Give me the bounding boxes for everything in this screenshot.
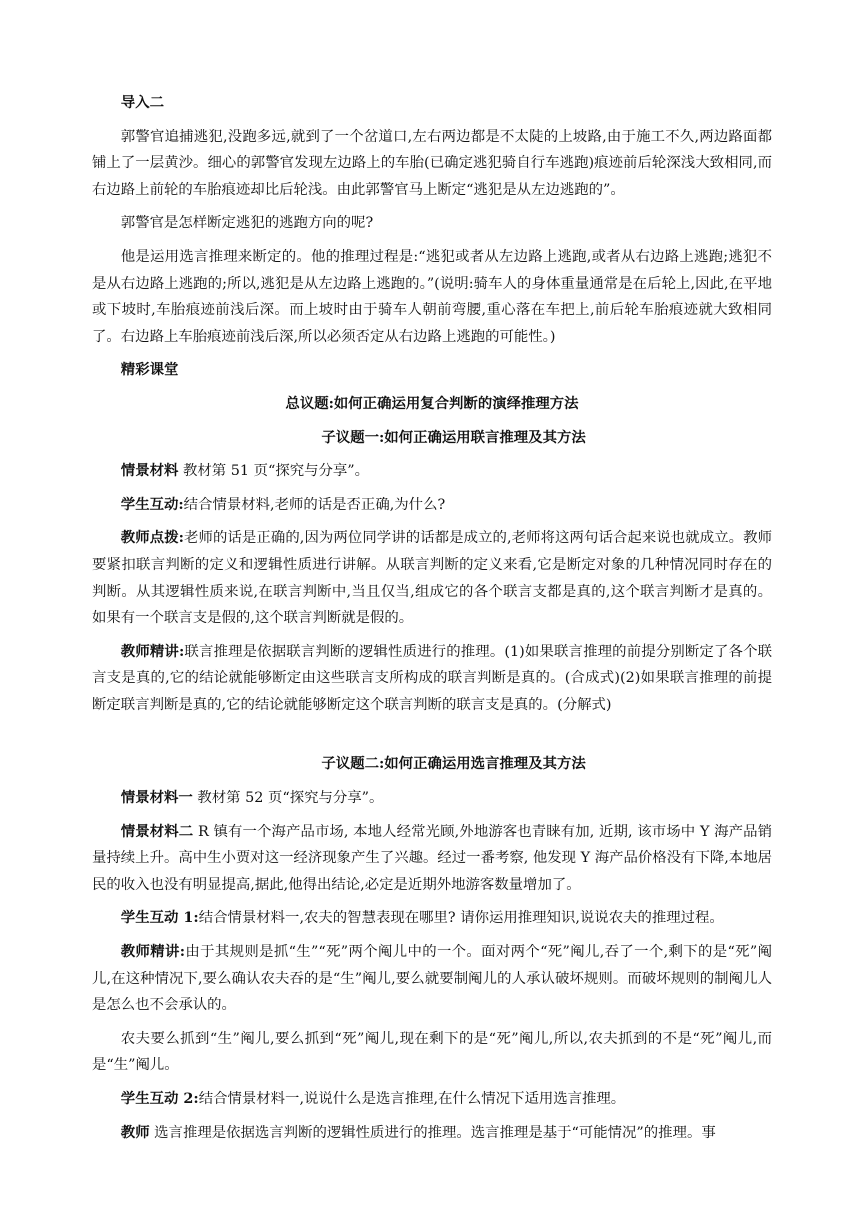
sub1-material-text: 教材第 51 页“探究与分享”。	[178, 463, 370, 480]
sub2-lecture-text: 由于其规则是抓“生”“死”两个阄儿中的一个。面对两个“死”阄儿,吞了一个,剩下的是“死”阄儿,在这种情况下,要么确认农夫吞的是“生”阄儿,要么就要制阄儿的人承认破坏规则。而破坏规则的制阄儿人是怎么也不会承认的。	[92, 944, 772, 1014]
sub1-guide-text: 老师的话是正确的,因为两位同学讲的话都是成立的,老师将这两句话合起来说也就成立。教师要紧扣联言判断的定义和逻辑性质进行讲解。从联言判断的定义来看,它是断定对象的几种情况同时存在的判断。从其逻辑性质来说,在联言判断中,当且仅当,组成它的各个联言支都是真的,这个联言判断才是真的。如果有一个联言支是假的,这个联言判断就是假的。	[92, 530, 772, 627]
sub2-teacher-text: 选言推理是依据选言判断的逻辑性质进行的推理。选言推理是基于“可能情况”的推理。事	[149, 1124, 716, 1141]
sub2-material1-text: 教材第 52 页“探究与分享”。	[192, 790, 384, 807]
sub-topic-2-title: 子议题二:如何正确运用选言推理及其方法	[321, 755, 586, 773]
sub1-lecture-label: 教师精讲:	[120, 642, 185, 660]
sub2-interact1-text: 结合情景材料一,农夫的智慧表现在哪里? 请你运用推理知识,说说农夫的推理过程。	[198, 910, 724, 927]
sub2-interact2-label: 学生互动 2:	[120, 1090, 199, 1107]
sub2-material2-text: R 镇有一个海产品市场, 本地人经常光顾,外地游客也青睐有加, 近期, 该市场中 Y 海产品销量持续上升。高中生小贾对这一经济现象产生了兴趣。经过一番考察, 他发现 Y 海产品价格没有下降,本地居民的收入也没有明显提高,据此,他得出结论,必定是近期外地游客数量增加了。	[92, 823, 772, 893]
sub1-interact-label: 学生互动:	[120, 495, 184, 513]
sub1-student-interaction	[92, 492, 772, 519]
sub2-student-interaction-1	[92, 905, 772, 932]
sub-topic-1-title: 子议题一:如何正确运用联言推理及其方法	[321, 428, 586, 446]
sub2-material2-label: 情景材料二	[120, 822, 194, 840]
sub2-material1-label: 情景材料一	[120, 789, 193, 807]
intro-paragraph-3: 他是运用选言推理来断定的。他的推理过程是:“逃犯或者从左边路上逃跑,或者从右边路上逃跑;逃犯不是从右边路上逃跑的;所以,逃犯是从左边路上逃跑的。”(说明:骑车人的身体重量通常是在后轮上,因此,在平地或下坡时,车胎痕迹前浅后深。而上坡时由于骑车人朝前弯腰,重心落在车把上,前后轮车胎痕迹就大致相同了。右边路上车胎痕迹前浅后深,所以必须否定从右边路上逃跑的可能性。)	[92, 248, 772, 345]
intro-heading: 导入二	[120, 94, 164, 111]
intro-question: 郭警官是怎样断定逃犯的逃跑方向的呢?	[120, 215, 374, 232]
section-spacer	[92, 725, 772, 751]
sub2-student-interaction-2	[92, 1086, 772, 1113]
sub1-material	[92, 458, 772, 485]
sub2-interact1-label: 学生互动 1:	[120, 909, 199, 927]
sub2-teacher-label: 教师	[120, 1123, 150, 1141]
sub1-interact-text: 结合情景材料,老师的话是否正确,为什么?	[183, 496, 446, 513]
sub2-teacher-note	[92, 1120, 772, 1147]
sub1-teacher-guide	[92, 525, 772, 631]
sub1-lecture-text: 联言推理是依据联言判断的逻辑性质进行的推理。(1)如果联言推理的前提分别断定了各个联言支是真的,它的结论就能够断定由这些联言支所构成的联言判断是真的。(合成式)(2)如果联言推理的前提断定联言判断是真的,它的结论就能够断定这个联言判断的联言支是真的。(分解式)	[92, 643, 772, 713]
sub1-material-label: 情景材料	[120, 462, 179, 480]
main-topic-title: 总议题:如何正确运用复合判断的演绎推理方法	[285, 394, 579, 412]
sub2-material-1	[92, 785, 772, 812]
sub2-material-2	[92, 819, 772, 899]
sub2-farmer-reasoning: 农夫要么抓到“生”阄儿,要么抓到“死”阄儿,现在剩下的是“死”阄儿,所以,农夫抓到的不是“死”阄儿,而是“生”阄儿。	[92, 1030, 772, 1074]
sub2-teacher-lecture	[92, 939, 772, 1019]
class-heading: 精彩课堂	[120, 361, 179, 379]
sub1-teacher-lecture	[92, 639, 772, 719]
document-body	[92, 90, 772, 1153]
sub2-lecture-label: 教师精讲:	[120, 943, 186, 961]
sub2-interact2-text: 结合情景材料一,说说什么是选言推理,在什么情况下适用选言推理。	[198, 1091, 626, 1107]
sub1-guide-label: 教师点拨:	[120, 529, 184, 547]
intro-paragraph-1: 郭警官追捕逃犯,没跑多远,就到了一个岔道口,左右两边都是不太陡的上坡路,由于施工不久,两边路面都铺上了一层黄沙。细心的郭警官发现左边路上的车胎(已确定逃犯骑自行车逃跑)痕迹前后轮深浅大致相同,而右边路上前轮的车胎痕迹却比后轮浅。由此郭警官马上断定“逃犯是从左边逃跑的”。	[92, 128, 772, 198]
